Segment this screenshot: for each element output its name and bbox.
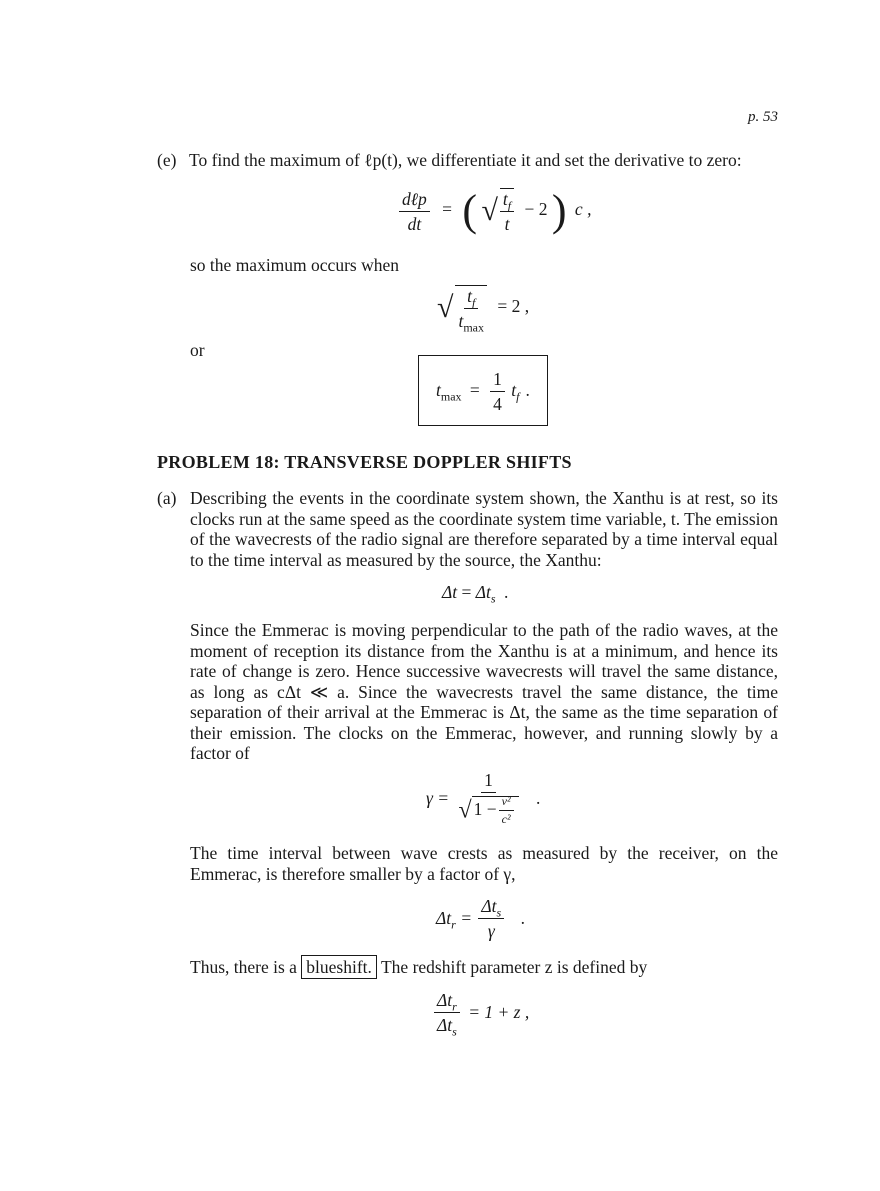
sqrt-den: t: [504, 214, 510, 234]
part-a-paragraph-1: Describing the events in the coordinate system shown, the Xanthu is at rest, so its clocks run at the same speed as the coordinate system time variable, t. The emission of the wavecrests of the radio signal are therefore separated by a time interval equal to the time interval as measured by the source, the Xanthu:: [190, 488, 778, 570]
sqrt-sign-2: √: [437, 290, 454, 324]
gamma-fraction: [455, 770, 521, 826]
part-a-label: (a): [157, 488, 177, 508]
derivative-numerator: dℓp: [399, 189, 430, 212]
tf-over-tmax: [455, 285, 487, 335]
thus-post: The redshift parameter z is defined by: [380, 957, 648, 977]
redshift-equation: [432, 990, 530, 1039]
tmax-tail: $t_f$: [511, 379, 520, 404]
tmax-result-equation: $t_{max}$ = $\frac{1}{4}$ $t_f$ .: [436, 369, 530, 414]
part-e-label: (e): [157, 150, 177, 170]
tmax-den: $t_{max}$: [458, 311, 485, 335]
derivative-equation: $\frac{\text{dℓp}}{dt}$ = ( √ $\frac{t_f}{t}$ − 2 ) c ,: [397, 188, 591, 234]
dt-equals-dts-equation: $\Delta t = \Delta t_s$ .: [442, 582, 509, 606]
dtr-den: γ: [487, 921, 495, 941]
redshift-rhs: = 1 + z ,: [468, 1002, 530, 1023]
gamma-equation: [426, 770, 540, 826]
sqrt-sign: √: [481, 193, 498, 227]
dtr-dot: .: [520, 908, 525, 929]
right-paren: ): [551, 186, 567, 235]
blueshift-box: blueshift.: [301, 955, 377, 979]
so-text: so the maximum occurs when: [190, 255, 399, 275]
part-e-intro-text: To find the maximum of ℓp(t), we differentiate it and set the derivative to zero:: [189, 150, 742, 170]
dtr-num: $\Delta t_s$: [478, 896, 504, 919]
left-paren: (: [462, 186, 478, 235]
sqrt-tf-over-t: [500, 188, 514, 234]
tf-num: $t_f$: [464, 286, 478, 309]
redshift-num: $\Delta t_r$: [434, 990, 460, 1013]
gamma-dot: .: [535, 787, 541, 808]
derivative-tail: − 2: [524, 199, 548, 220]
part-e-intro: [157, 150, 782, 171]
quarter-fraction: [490, 369, 505, 414]
dtr-fraction: [478, 896, 504, 941]
max-condition-equation: [437, 285, 530, 335]
redshift-fraction: [434, 990, 460, 1039]
sqrt-num: $t_f$: [500, 189, 514, 212]
page-number: p. 53: [748, 109, 778, 125]
quarter-num: 1: [490, 369, 505, 392]
max-condition-rhs: = 2 ,: [497, 296, 530, 317]
gamma-one: 1 −: [473, 798, 497, 819]
redshift-den: $\Delta t_s$: [437, 1015, 457, 1039]
or-text: or: [190, 340, 205, 360]
dtr-equation: [436, 896, 525, 941]
gamma-lhs: γ =: [426, 787, 450, 808]
gamma-c2: c²: [501, 812, 511, 826]
derivative-c: c ,: [574, 199, 592, 220]
part-a-paragraph-2: Since the Emmerac is moving perpendicular to the path of the radio waves, at the moment of reception its distance from the Xanthu is at a minimum, and hence its rate of change is zero. Hence successive wavecrests will travel the same distance, as long as cΔt ≪ a. Since the wavecrests travel the same distance, the time separation of their arrival at the Emmerac is Δt, the same as the time separation of their emission. The clocks on the Emmerac, however, and running slowly by a factor of: [190, 620, 778, 763]
thus-line: [190, 957, 647, 978]
dtr-lhs: $\Delta t_r$ =: [436, 908, 472, 932]
gamma-v2: v²: [499, 795, 514, 811]
quarter-den: 4: [493, 394, 502, 414]
thus-pre: Thus, there is a: [190, 957, 297, 977]
problem-heading: PROBLEM 18: TRANSVERSE DOPPLER SHIFTS: [157, 452, 572, 472]
derivative-denominator: dt: [407, 213, 422, 234]
part-a-paragraph-3: The time interval between wave crests as measured by the receiver, on the Emmerac, is therefore smaller by a factor of γ,: [190, 843, 778, 884]
derivative-fraction: [399, 189, 430, 234]
tmax-symbol: $t_{max}$: [436, 379, 462, 404]
gamma-num: 1: [481, 770, 496, 793]
gamma-den: √ 1 − $\frac{\text{v²}}{\text{c²}}$: [455, 793, 521, 826]
